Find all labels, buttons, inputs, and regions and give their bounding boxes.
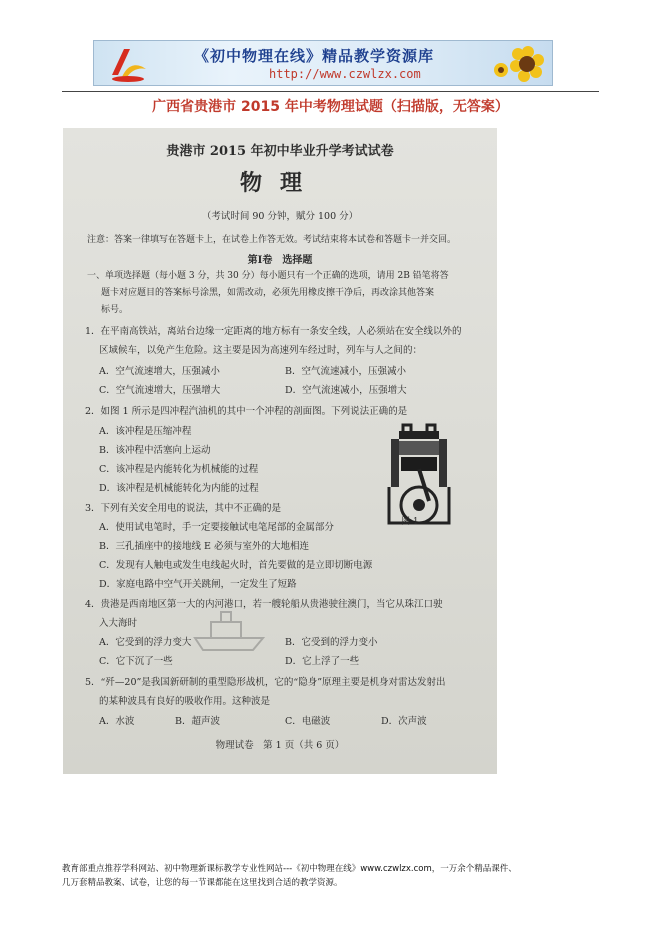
q4-option-d: D．它上浮了一些 bbox=[285, 656, 360, 667]
section-line: 一、单项选择题（每小题 3 分，共 30 分）每小题只有一个正确的选项，请用 2B 铅笔将答 bbox=[87, 271, 449, 281]
q1-stem-line: 1．在平南高铁站，离站台边缘一定距离的地方标有一条安全线，人必须站在安全线以外的 bbox=[85, 326, 462, 337]
q4-option-c: C．它下沉了一些 bbox=[99, 656, 173, 667]
q2-option-c: C．该冲程是内能转化为机械能的过程 bbox=[99, 464, 259, 475]
scanned-exam-page bbox=[63, 128, 497, 774]
q2-option-d: D．该冲程是机械能转化为内能的过程 bbox=[99, 483, 259, 494]
sunflower-icon bbox=[492, 44, 546, 84]
section-line: 标号。 bbox=[101, 305, 129, 315]
q5-stem-line: 5．“歼—20”是我国新研制的重型隐形战机，它的“隐身”原理主要是机身对雷达发射出 bbox=[85, 677, 446, 688]
exam-notice: 注意：答案一律填写在答题卡上，在试卷上作答无效。考试结束将本试卷和答题卡一并交回。 bbox=[87, 235, 457, 245]
q5-option-b: B．超声波 bbox=[175, 716, 220, 727]
q5-stem-line: 的某种波具有良好的吸收作用。这种波是 bbox=[99, 696, 271, 707]
site-logo-icon bbox=[108, 45, 150, 83]
page-title: 广西省贵港市 2015 年中考物理试题（扫描版，无答案） bbox=[152, 99, 509, 115]
q2-stem: 2．如图 1 所示是四冲程汽油机的其中一个冲程的剖面图。下列说法正确的是 bbox=[85, 406, 408, 417]
exam-subject: 物理 bbox=[239, 170, 320, 196]
section-line: 题卡对应题目的答案标号涂黑，如需改动，必须先用橡皮擦干净后，再改涂其他答案 bbox=[101, 288, 435, 298]
q5-option-c: C．电磁波 bbox=[285, 716, 331, 727]
bottom-note-line: 几万套精品教案、试卷，让您的每一节课都能在这里找到合适的教学资源。 bbox=[62, 878, 343, 888]
ship-watermark-icon bbox=[191, 610, 267, 654]
q1-stem-line: 区域候车，以免产生危险。这主要是因为高速列车经过时，列车与人之间的： bbox=[99, 345, 423, 356]
q3-option-a: A．使用试电笔时，手一定要接触试电笔尾部的金属部分 bbox=[99, 522, 334, 533]
header-rule bbox=[62, 91, 599, 92]
q3-option-d: D．家庭电路中空气开关跳闸，一定发生了短路 bbox=[99, 579, 297, 590]
q1-option-c: C．空气流速增大，压强增大 bbox=[99, 385, 221, 396]
figure-caption: 图 1 bbox=[401, 517, 419, 527]
q5-option-d: D．次声波 bbox=[381, 716, 427, 727]
q1-option-b: B．空气流速减小，压强减小 bbox=[285, 366, 406, 377]
q3-option-b: B．三孔插座中的接地线 E 必须与室外的大地相连 bbox=[99, 541, 309, 552]
q2-option-a: A．该冲程是压缩冲程 bbox=[99, 426, 192, 437]
q3-option-c: C．发现有人触电或发生电线起火时，首先要做的是立即切断电源 bbox=[99, 560, 373, 571]
site-banner bbox=[93, 40, 553, 86]
bottom-note-line: 教育部重点推荐学科网站、初中物理新课标教学专业性网站---《初中物理在线》www.czwlzx.com，一万余个精品课件、 bbox=[62, 864, 517, 874]
q4-option-a: A．它受到的浮力变大 bbox=[99, 637, 192, 648]
q5-option-a: A．水波 bbox=[99, 716, 135, 727]
q1-option-a: A．空气流速增大，压强减小 bbox=[99, 366, 220, 377]
bottom-promo-note bbox=[62, 862, 607, 890]
q4-stem-line: 4．贵港是西南地区第一大的内河港口，若一艘轮船从贵港驶往澳门，当它从珠江口驶 bbox=[85, 599, 443, 610]
exam-title: 贵港市 2015 年初中毕业升学考试试卷 bbox=[166, 144, 394, 159]
q1-option-d: D．空气流速减小，压强增大 bbox=[285, 385, 407, 396]
exam-info: （考试时间 90 分钟，赋分 100 分） bbox=[201, 211, 359, 222]
banner-url[interactable]: http://www.czwlzx.com bbox=[269, 67, 421, 81]
part-heading: 第Ⅰ卷 选择题 bbox=[247, 255, 313, 266]
q3-stem: 3．下列有关安全用电的说法，其中不正确的是 bbox=[85, 503, 282, 514]
q4-option-b: B．它受到的浮力变小 bbox=[285, 637, 378, 648]
q2-option-b: B．该冲程中活塞向上运动 bbox=[99, 445, 211, 456]
section-heading bbox=[87, 268, 449, 319]
q4-stem-line: 入大海时 bbox=[99, 618, 138, 629]
banner-title: 《初中物理在线》精品教学资源库 bbox=[194, 47, 435, 65]
engine-cross-section-figure bbox=[381, 423, 457, 531]
exam-page-footer: 物理试卷 第 1 页（共 6 页） bbox=[215, 740, 345, 751]
